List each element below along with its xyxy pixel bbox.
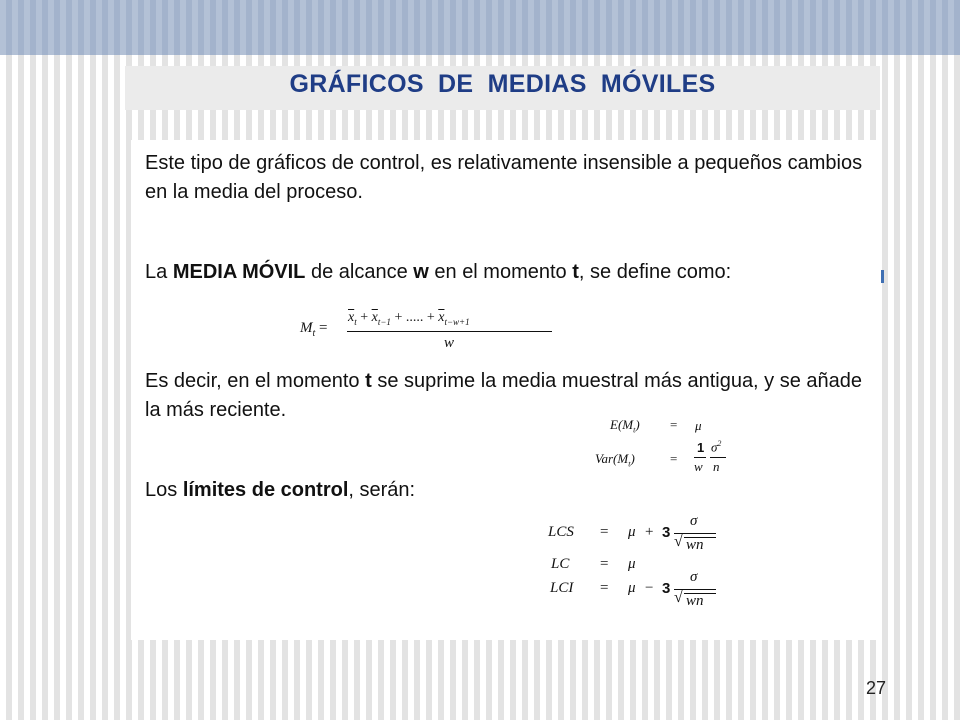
lcs-sigma: σ <box>690 513 698 529</box>
variance-frac2-bar <box>710 457 726 458</box>
expectation-rhs: μ <box>695 418 702 433</box>
lcs-constant: 3 <box>662 524 671 541</box>
limits-text-c: , serán: <box>348 479 416 501</box>
definition-text-e: en el momento <box>428 261 573 283</box>
variance-equals: = <box>670 451 678 466</box>
lci-sqrt-icon: √ <box>674 589 683 606</box>
definition-text-a: La <box>145 261 173 283</box>
variance-frac1-den: w <box>694 459 703 474</box>
formula-moving-average-numerator: $\overline{x}_t + \overline{x}_{t-1}$ + ..... + $\overline{x}_{t-w+1}$ <box>348 310 470 327</box>
side-marker <box>881 270 884 283</box>
lci-label: LCI <box>550 580 574 596</box>
variance-frac1-bar <box>694 457 706 458</box>
explanation-text-a: Es decir, en el momento <box>145 370 366 392</box>
paragraph-intro: Este tipo de gráficos de control, es relativamente insensible a pequeños cambios en la media del proceso. <box>145 152 863 203</box>
lci-sigma: σ <box>690 569 698 585</box>
lci-constant: 3 <box>662 580 671 597</box>
lcs-equals: = <box>600 524 609 540</box>
content-panel <box>131 140 881 640</box>
limits-text-a: Los <box>145 479 183 501</box>
lci-wn: wn <box>686 593 704 609</box>
lc-mu: μ <box>628 556 636 572</box>
explanation-text-c: se suprime la media muestral más antigua, y se añade la más reciente. <box>145 370 863 421</box>
lc-label: LC <box>551 556 570 572</box>
variance-frac1-num: 1 <box>697 440 705 455</box>
symbol-t-2: t <box>365 370 372 392</box>
lcs-plus: + <box>645 524 654 540</box>
expectation-equals: = <box>670 417 678 432</box>
variance-frac2-den: n <box>713 459 720 474</box>
definition-text-g: , se define como: <box>578 261 732 283</box>
paragraph-limits <box>145 476 875 505</box>
paragraph-explanation <box>145 367 875 425</box>
term-media-movil: MEDIA MÓVIL <box>172 261 306 283</box>
lcs-wn: wn <box>686 537 704 553</box>
formula-variance: $Var(M_t)$ <box>595 451 635 469</box>
top-banner <box>0 0 960 55</box>
lci-mu: μ <box>628 580 636 596</box>
fraction-bar <box>347 331 552 332</box>
formula-expectation: $E(M_t)$ <box>610 417 640 435</box>
slide-number: 27 <box>865 678 886 698</box>
lcs-mu: μ <box>628 524 636 540</box>
definition-text-c: de alcance <box>305 261 414 283</box>
lcs-label: LCS <box>548 524 574 540</box>
lci-equals: = <box>600 580 609 596</box>
term-limites-de-control: límites de control <box>182 479 349 501</box>
lcs-sqrt-icon: √ <box>674 533 683 550</box>
formula-moving-average-lhs: $M_t$ = <box>300 320 328 339</box>
formula-moving-average-denominator: w <box>444 335 455 351</box>
slide-title: GRÁFICOS DE MEDIAS MÓVILES <box>289 70 716 98</box>
lc-equals: = <box>600 556 609 572</box>
symbol-w: w <box>413 261 429 283</box>
lci-minus: − <box>645 580 654 596</box>
symbol-t: t <box>572 261 579 283</box>
paragraph-definition <box>145 258 875 287</box>
variance-frac2-num: $\sigma^2$ <box>711 439 722 455</box>
